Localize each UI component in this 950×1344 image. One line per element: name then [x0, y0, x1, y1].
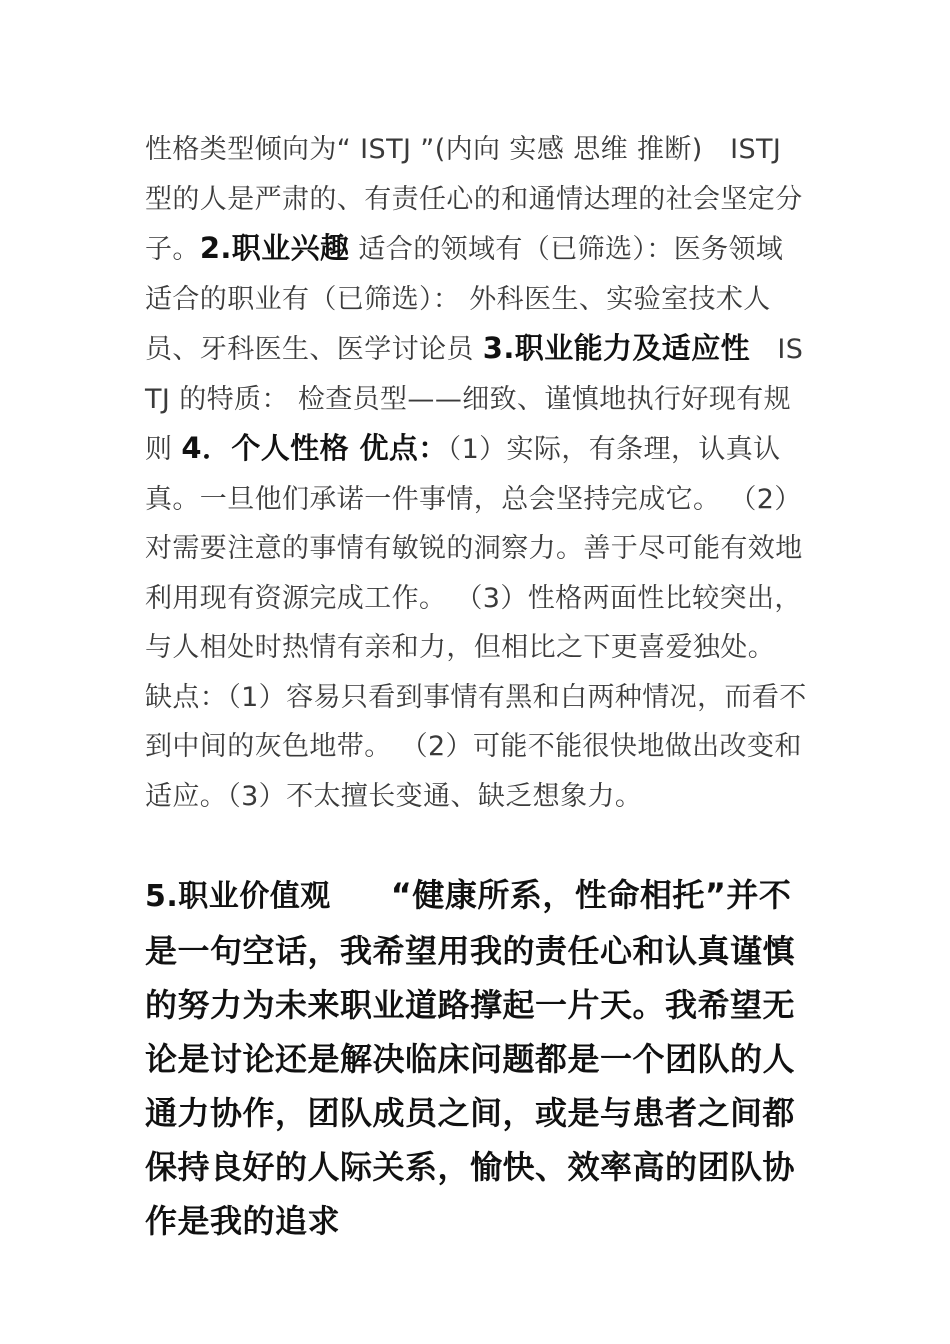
intro-text: 性格类型倾向为“ ISTJ ”(内向 实感 思维 推断) ISTJ 型的人是严肃的、有责任心的和通情达理的社会坚定分子。 [145, 134, 803, 265]
career-values-paragraph [145, 868, 810, 1248]
career-ability-text: ISTJ 的特质： 检查员型——细致、谨慎地执行好现有规则 [145, 334, 804, 465]
body-paragraph [145, 125, 810, 821]
section-heading-personality: 4．个人性格 优点： [181, 431, 448, 465]
career-interest-text: 适合的领域有（已筛选）：医务领域 适合的职业有（已筛选）： 外科医生、实验室技术人员、牙科医生、医学讨论员 [145, 234, 784, 365]
section-heading-career-ability: 3.职业能力及适应性 [482, 331, 750, 365]
personality-text: （1）实际，有条理，认真认真。一旦他们承诺一件事情，总会坚持完成它。 （2）对需要注意的事情有敏锐的洞察力。善于尽可能有效地利用现有资源完成工作。 （3）性格两面性比较突出，与人相处时热情有亲和力，但相比之下更喜爱独处。 缺点：（1）容易只看到事情有黑和白两种情况，而看不到中间的灰色地带。 （2）可能不能很快地做出改变和适应。（3）不太擅长变通、缺乏想象力。 [145, 434, 807, 812]
career-values-quote: “健康所系，性命相托” [390, 876, 727, 914]
section-heading-career-values: 5.职业价值观 [145, 879, 331, 914]
career-values-text: 并不是一句空话，我希望用我的责任心和认真谨慎的努力为未来职业道路撑起一片天。我希望无论是讨论还是解决临床问题都是一个团队的人通力协作，团队成员之间，或是与患者之间都保持良好的人际关系，愉快、效率高的团队协作是我的追求 [145, 876, 796, 1240]
section-heading-career-interest: 2.职业兴趣 [199, 231, 350, 265]
